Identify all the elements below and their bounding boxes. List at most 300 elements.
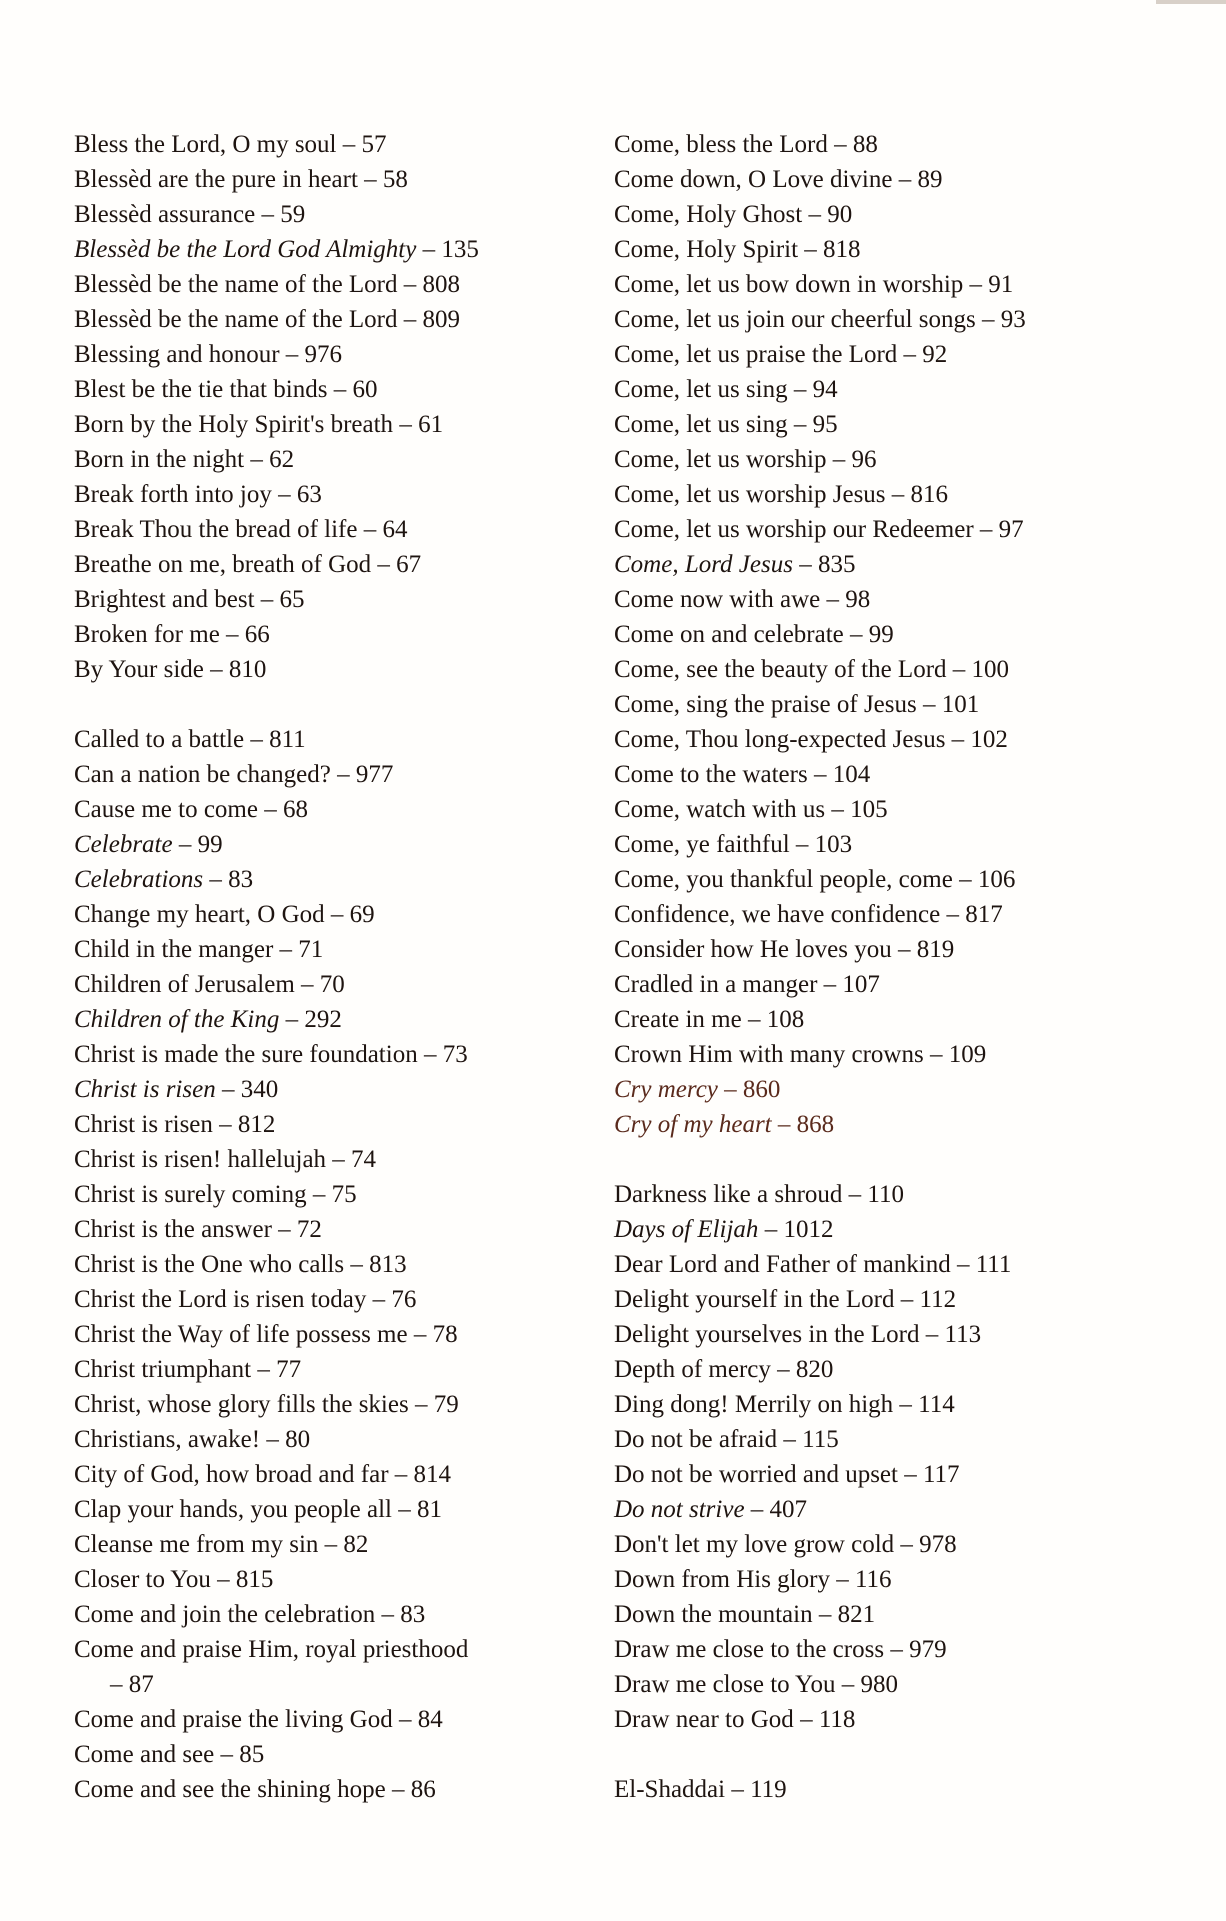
entry-title: Come down, O Love divine <box>614 166 893 193</box>
entry-number: 108 <box>766 1006 805 1033</box>
entry-number: 99 <box>197 831 223 858</box>
index-entry <box>74 267 594 302</box>
entry-title: Come, Holy Ghost <box>614 201 803 228</box>
entry-dash: – <box>273 936 299 963</box>
entry-dash: – <box>817 971 843 998</box>
entry-dash: – <box>260 1426 286 1453</box>
entry-dash: – <box>793 1706 819 1733</box>
entry-dash: – <box>894 1286 920 1313</box>
index-entry <box>614 232 1214 267</box>
entry-title: Blessèd assurance <box>74 201 256 228</box>
entry-number: 860 <box>742 1076 781 1103</box>
entry-number: 95 <box>812 411 838 438</box>
index-entry <box>74 1317 594 1352</box>
entry-title: Come now with awe <box>614 586 821 613</box>
index-entry <box>614 442 1214 477</box>
entry-title: Come, bless the Lord <box>614 131 828 158</box>
index-entry <box>614 1772 1214 1807</box>
entry-title: Down the mountain <box>614 1601 813 1628</box>
entry-dash: – <box>826 446 852 473</box>
page-edge-mark <box>1156 0 1226 4</box>
index-entry <box>74 1527 594 1562</box>
entry-dash: – <box>327 376 353 403</box>
entry-title: Delight yourselves in the Lord <box>614 1321 920 1348</box>
entry-dash: – <box>744 1496 770 1523</box>
index-entry <box>74 232 594 267</box>
entry-title: Christ, whose glory fills the skies <box>74 1391 409 1418</box>
entry-dash: – <box>344 1251 370 1278</box>
entry-dash: – <box>884 1636 910 1663</box>
entry-title: El-Shaddai <box>614 1776 726 1803</box>
entry-number: 100 <box>971 656 1010 683</box>
entry-number: 977 <box>355 761 394 788</box>
index-entry <box>614 1037 1214 1072</box>
entry-number: 72 <box>296 1216 322 1243</box>
entry-number: 94 <box>812 376 838 403</box>
entry-title: Come, sing the praise of Jesus <box>614 691 917 718</box>
entry-number: 80 <box>285 1426 311 1453</box>
index-entry <box>74 1422 594 1457</box>
index-entry <box>74 1387 594 1422</box>
entry-title: Cry mercy <box>614 1076 718 1103</box>
index-entry <box>74 582 594 617</box>
entry-number: 102 <box>970 726 1008 753</box>
index-entry <box>614 1527 1214 1562</box>
entry-dash: – <box>255 201 281 228</box>
entry-number: 978 <box>919 1531 957 1558</box>
entry-dash: – <box>203 656 229 683</box>
entry-dash: – <box>885 481 911 508</box>
index-entry <box>614 582 1214 617</box>
index-entry <box>614 512 1214 547</box>
entry-dash: – <box>940 901 966 928</box>
entry-title: Draw me close to You <box>614 1671 836 1698</box>
entry-title: Christ is surely coming <box>74 1181 307 1208</box>
entry-dash: – <box>792 551 818 578</box>
index-entry <box>614 1387 1214 1422</box>
entry-number: 821 <box>837 1601 876 1628</box>
index-entry <box>74 1632 594 1667</box>
entry-dash: – <box>407 1321 433 1348</box>
entry-number: 809 <box>422 306 461 333</box>
entry-number: 61 <box>418 411 444 438</box>
entry-dash: – <box>952 866 978 893</box>
entry-title: Children of Jerusalem <box>74 971 295 998</box>
entry-title: Come, let us sing <box>614 376 788 403</box>
entry-dash: – <box>326 1146 352 1173</box>
index-entry <box>74 1562 594 1597</box>
entry-number: 818 <box>823 236 861 263</box>
entry-title: City of God, how broad and far <box>74 1461 389 1488</box>
entry-dash: – <box>812 1601 838 1628</box>
entry-dash: – <box>798 236 824 263</box>
index-entry <box>74 1107 594 1142</box>
entry-dash: – <box>825 796 851 823</box>
entry-number: 73 <box>442 1041 468 1068</box>
entry-title: Brightest and best <box>74 586 255 613</box>
index-entry <box>74 722 594 757</box>
entry-title: Born by the Holy Spirit's breath <box>74 411 394 438</box>
index-entry <box>74 1457 594 1492</box>
index-entry <box>74 162 594 197</box>
entry-number: 76 <box>391 1286 417 1313</box>
entry-number: 62 <box>269 446 295 473</box>
entry-dash: – <box>827 131 853 158</box>
entry-title: Bless the Lord, O my soul <box>74 131 337 158</box>
entry-dash: – <box>397 306 423 333</box>
entry-dash: – <box>306 1181 332 1208</box>
entry-title: Closer to You <box>74 1566 211 1593</box>
entry-title: Clap your hands, you people all <box>74 1496 392 1523</box>
entry-number: 97 <box>998 516 1024 543</box>
entry-dash: – <box>897 1461 923 1488</box>
entry-title: Come, let us bow down in worship <box>614 271 964 298</box>
entry-title: Cradled in a manger <box>614 971 818 998</box>
entry-title: Celebrations <box>74 866 204 893</box>
entry-number: 81 <box>417 1496 442 1523</box>
entry-dash: – <box>330 761 356 788</box>
index-entry <box>614 477 1214 512</box>
index-entry <box>74 1177 594 1212</box>
entry-title: Christ is risen <box>74 1076 216 1103</box>
entry-number: 118 <box>818 1706 856 1733</box>
entry-dash: – <box>110 1671 129 1698</box>
entry-number: 98 <box>845 586 871 613</box>
entry-dash: – <box>771 1111 797 1138</box>
index-entry <box>614 1247 1214 1282</box>
entry-dash: – <box>829 1566 855 1593</box>
index-entry <box>614 792 1214 827</box>
index-entry <box>74 407 594 442</box>
entry-title: Christ is the answer <box>74 1216 272 1243</box>
entry-title: Cause me to come <box>74 796 258 823</box>
entry-dash: – <box>279 1006 305 1033</box>
entry-number: 813 <box>369 1251 407 1278</box>
entry-title: Blessèd be the Lord God Almighty <box>74 236 417 263</box>
entry-dash: – <box>214 1741 240 1768</box>
entry-title: Come, Holy Spirit <box>614 236 799 263</box>
entry-number: 114 <box>918 1391 955 1418</box>
entry-title: Come and see <box>74 1741 215 1768</box>
entry-title: Come, you thankful people, come <box>614 866 953 893</box>
index-entry <box>614 1702 1214 1737</box>
entry-dash: – <box>758 1216 784 1243</box>
entry-title: Confidence, we have confidence <box>614 901 941 928</box>
entry-title: Christ the Lord is risen today <box>74 1286 367 1313</box>
entry-number: 111 <box>975 1251 1012 1278</box>
entry-title: Broken for me <box>74 621 220 648</box>
entry-dash: – <box>244 446 270 473</box>
entry-dash: – <box>973 516 999 543</box>
entry-title: Breathe on me, breath of God <box>74 551 372 578</box>
section-gap <box>614 1737 1214 1772</box>
entry-number: 63 <box>296 481 322 508</box>
index-entry <box>614 1597 1214 1632</box>
entry-title: Christ is risen! hallelujah <box>74 1146 327 1173</box>
entry-title: By Your side <box>74 656 204 683</box>
index-entry <box>74 1667 594 1702</box>
entry-number: 83 <box>228 866 254 893</box>
entry-number: 91 <box>988 271 1014 298</box>
index-entry <box>614 1282 1214 1317</box>
entry-number: 119 <box>750 1776 787 1803</box>
entry-title: Celebrate <box>74 831 173 858</box>
entry-number: 64 <box>382 516 408 543</box>
entry-dash: – <box>393 411 419 438</box>
entry-dash: – <box>388 1461 414 1488</box>
entry-dash: – <box>397 271 423 298</box>
entry-dash: – <box>892 166 918 193</box>
index-entry <box>74 1282 594 1317</box>
index-column-left <box>74 127 594 1807</box>
entry-title: Change my heart, O God <box>74 901 325 928</box>
index-entry <box>614 1422 1214 1457</box>
entry-title: Days of Elijah <box>614 1216 759 1243</box>
index-entry <box>74 1352 594 1387</box>
entry-dash: – <box>318 1531 344 1558</box>
index-column-right <box>614 127 1214 1807</box>
entry-dash: – <box>408 1391 434 1418</box>
entry-number: 812 <box>237 1111 276 1138</box>
entry-dash: – <box>271 1216 297 1243</box>
entry-title: Christ is the One who calls <box>74 1251 345 1278</box>
entry-number: 69 <box>349 901 375 928</box>
index-entry <box>74 337 594 372</box>
index-entry <box>74 652 594 687</box>
entry-number: 65 <box>279 586 305 613</box>
index-entry <box>74 197 594 232</box>
entry-number: 104 <box>832 761 871 788</box>
entry-dash: – <box>244 726 270 753</box>
index-entry <box>614 302 1214 337</box>
entry-dash: – <box>203 866 229 893</box>
index-entry <box>614 1072 1214 1107</box>
entry-dash: – <box>324 901 350 928</box>
entry-number: 135 <box>441 236 479 263</box>
entry-title: Draw near to God <box>614 1706 794 1733</box>
entry-dash: – <box>366 1286 392 1313</box>
entry-number: 292 <box>304 1006 342 1033</box>
entry-number: 976 <box>304 341 343 368</box>
entry-dash: – <box>975 306 1001 333</box>
entry-dash: – <box>375 1601 401 1628</box>
entry-dash: – <box>946 656 972 683</box>
entry-title: Christ the Way of life possess me <box>74 1321 408 1348</box>
entry-dash: – <box>807 761 833 788</box>
index-entry <box>614 547 1214 582</box>
entry-dash: – <box>923 1041 949 1068</box>
index-entry <box>74 547 594 582</box>
entry-title: Create in me <box>614 1006 742 1033</box>
entry-number: 70 <box>319 971 345 998</box>
entry-number: 84 <box>417 1706 443 1733</box>
section-gap <box>74 687 594 722</box>
index-entry <box>614 827 1214 862</box>
entry-title: Come, Thou long-expected Jesus <box>614 726 946 753</box>
entry-title: Break forth into joy <box>74 481 272 508</box>
entry-number: 90 <box>827 201 853 228</box>
entry-title: Delight yourself in the Lord <box>614 1286 895 1313</box>
entry-number: 93 <box>1000 306 1026 333</box>
index-entry <box>614 1317 1214 1352</box>
index-entry <box>614 617 1214 652</box>
entry-title: Do not be afraid <box>614 1426 778 1453</box>
index-entry <box>614 407 1214 442</box>
index-entry <box>74 1772 594 1807</box>
entry-number: 113 <box>944 1321 982 1348</box>
entry-title: Come to the waters <box>614 761 808 788</box>
entry-number: 868 <box>796 1111 835 1138</box>
entry-number: 96 <box>851 446 877 473</box>
index-entry <box>74 897 594 932</box>
entry-number: 811 <box>269 726 306 753</box>
entry-dash: – <box>950 1251 976 1278</box>
index-entry <box>74 967 594 1002</box>
entry-title: Christ is risen <box>74 1111 213 1138</box>
entry-title: Ding dong! Merrily on high <box>614 1391 894 1418</box>
entry-number: 82 <box>343 1531 369 1558</box>
entry-title: Come, let us sing <box>614 411 788 438</box>
entry-title: Blessèd be the name of the Lord <box>74 271 398 298</box>
entry-number: 85 <box>239 1741 265 1768</box>
index-entry <box>74 1142 594 1177</box>
entry-dash: – <box>212 1111 238 1138</box>
index-entry <box>74 1597 594 1632</box>
entry-number: 60 <box>352 376 378 403</box>
index-entry <box>74 442 594 477</box>
entry-number: 88 <box>852 131 878 158</box>
entry-number: 105 <box>850 796 888 823</box>
entry-dash: – <box>897 341 923 368</box>
index-entry <box>614 1632 1214 1667</box>
entry-number: 340 <box>240 1076 279 1103</box>
entry-number: 109 <box>948 1041 987 1068</box>
entry-dash: – <box>963 271 989 298</box>
entry-title: Draw me close to the cross <box>614 1636 885 1663</box>
entry-dash: – <box>802 201 828 228</box>
entry-dash: – <box>893 1391 919 1418</box>
entry-title: Come and praise Him, royal priesthood <box>74 1636 469 1663</box>
index-entry <box>74 757 594 792</box>
entry-number: 816 <box>910 481 949 508</box>
index-entry <box>74 1072 594 1107</box>
entry-number: 819 <box>916 936 955 963</box>
entry-number: 67 <box>396 551 422 578</box>
entry-dash: – <box>894 1531 920 1558</box>
entry-title: Cleanse me from my sin <box>74 1531 319 1558</box>
entry-title: Cry of my heart <box>614 1111 772 1138</box>
entry-dash: – <box>770 1356 796 1383</box>
entry-dash: – <box>392 1706 418 1733</box>
entry-dash: – <box>392 1496 417 1523</box>
entry-title: Blest be the tie that binds <box>74 376 328 403</box>
entry-dash: – <box>789 831 815 858</box>
entry-dash: – <box>787 411 813 438</box>
entry-number: 107 <box>842 971 880 998</box>
entry-dash: – <box>417 1041 443 1068</box>
entry-dash: – <box>357 166 383 193</box>
entry-number: 117 <box>922 1461 960 1488</box>
entry-title: Come, let us praise the Lord <box>614 341 898 368</box>
entry-dash: – <box>777 1426 803 1453</box>
entry-dash: – <box>336 131 362 158</box>
entry-number: 77 <box>276 1356 302 1383</box>
entry-dash: – <box>820 586 846 613</box>
index-entry <box>74 1247 594 1282</box>
index-entry <box>614 1492 1214 1527</box>
entry-number: 115 <box>802 1426 839 1453</box>
index-entry <box>614 1667 1214 1702</box>
entry-number: 78 <box>432 1321 458 1348</box>
entry-title: Children of the King <box>74 1006 280 1033</box>
entry-number: 810 <box>228 656 267 683</box>
entry-dash: – <box>172 831 198 858</box>
index-entry <box>614 1212 1214 1247</box>
index-entry <box>614 372 1214 407</box>
entry-dash: – <box>257 796 283 823</box>
entry-title: Child in the manger <box>74 936 274 963</box>
index-entry <box>74 1702 594 1737</box>
entry-number: 57 <box>361 131 387 158</box>
index-entry <box>614 687 1214 722</box>
entry-dash: – <box>919 1321 945 1348</box>
index-entry <box>614 967 1214 1002</box>
index-entry <box>614 1562 1214 1597</box>
entry-number: 71 <box>298 936 324 963</box>
entry-title: Depth of mercy <box>614 1356 771 1383</box>
index-entry <box>614 897 1214 932</box>
entry-title: Come, let us worship our Redeemer <box>614 516 974 543</box>
index-entry <box>614 757 1214 792</box>
entry-title: Blessèd be the name of the Lord <box>74 306 398 333</box>
entry-title: Come, let us join our cheerful songs <box>614 306 976 333</box>
index-entry <box>74 372 594 407</box>
index-entry <box>614 162 1214 197</box>
index-entry <box>614 127 1214 162</box>
index-entry <box>74 512 594 547</box>
entry-dash: – <box>725 1776 751 1803</box>
entry-dash: – <box>251 1356 277 1383</box>
index-entry <box>614 337 1214 372</box>
entry-title: Come, see the beauty of the Lord <box>614 656 947 683</box>
index-entry <box>614 1457 1214 1492</box>
entry-number: 99 <box>868 621 894 648</box>
entry-number: 79 <box>433 1391 459 1418</box>
entry-dash: – <box>357 516 383 543</box>
index-entry <box>614 722 1214 757</box>
entry-dash: – <box>215 1076 241 1103</box>
index-entry <box>74 127 594 162</box>
entry-dash: – <box>842 1181 868 1208</box>
entry-dash: – <box>210 1566 236 1593</box>
index-entry <box>614 267 1214 302</box>
index-entry <box>614 1352 1214 1387</box>
entry-number: 74 <box>351 1146 377 1173</box>
index-entry <box>74 1212 594 1247</box>
entry-number: 89 <box>917 166 943 193</box>
entry-title: Break Thou the bread of life <box>74 516 358 543</box>
index-entry <box>74 302 594 337</box>
entry-number: 103 <box>814 831 853 858</box>
entry-number: 116 <box>854 1566 892 1593</box>
entry-dash: – <box>945 726 971 753</box>
entry-title: Dear Lord and Father of mankind <box>614 1251 951 1278</box>
index-entry <box>74 862 594 897</box>
entry-number: 66 <box>244 621 270 648</box>
entry-number: 407 <box>769 1496 808 1523</box>
entry-number: 110 <box>867 1181 904 1208</box>
entry-number: 87 <box>128 1671 154 1698</box>
